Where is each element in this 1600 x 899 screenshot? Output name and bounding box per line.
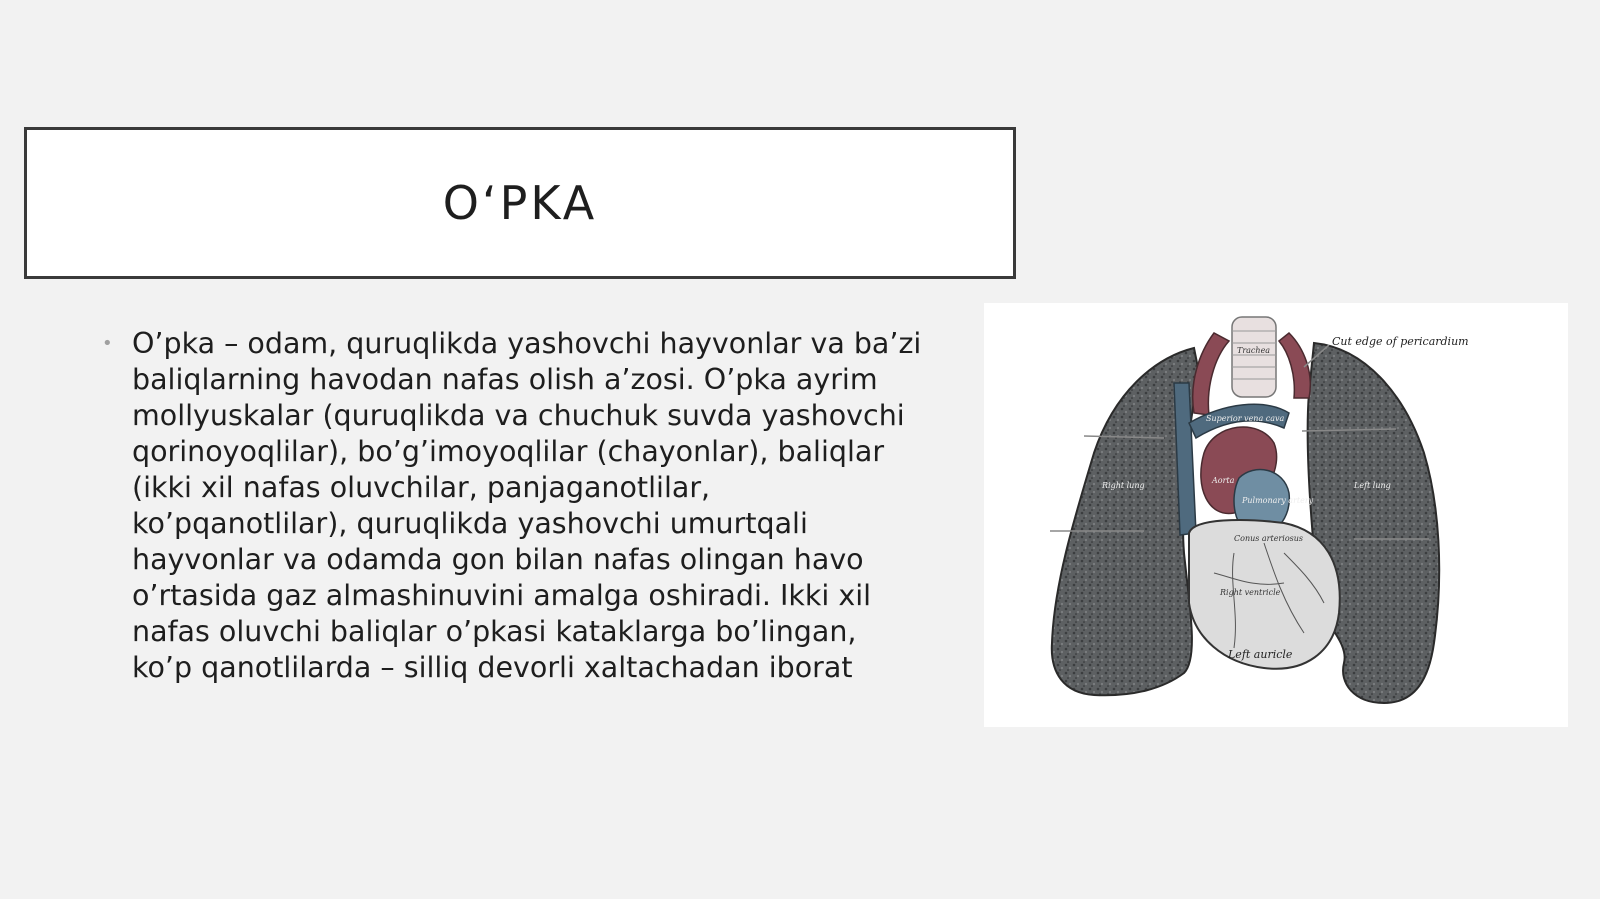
label-vena-cava: Superior vena cava [1206,414,1285,423]
left-lung-shape [1308,343,1440,703]
label-left-auricle: Left auricle [1228,648,1293,661]
label-pericardium: Cut edge of pericardium [1332,335,1469,348]
label-left-lung: Left lung [1354,481,1391,490]
bullet-icon: • [102,333,113,354]
label-right-lung: Right lung [1102,481,1145,490]
trachea-shape [1232,317,1276,397]
label-pulmonary-artery: Pulmonary artery [1242,496,1314,505]
lungs-heart-icon [984,303,1568,727]
label-trachea: Trachea [1237,346,1271,355]
label-aorta: Aorta [1212,476,1235,485]
lungs-heart-illustration [984,303,1568,727]
slide-title: O‘PKA [442,176,598,230]
title-box [24,127,1016,279]
label-right-ventricle: Right ventricle [1220,588,1281,597]
bullet-text: O’pka – odam, quruqlikda yashovchi hayvonlar va ba’zi baliqlarning havodan nafas olish a’zosi. O’pka ayrim mollyuskalar (quruqlikda va chuchuk suvda yashovchi qorinoyoqlilar), bo’g’imoyoqlilar (chayonlar), baliqlar (ikki xil nafas oluvchilar, panjaganotlilar, ko’pqanotlilar), quruqlikda yashovchi umurtqali hayvonlar va odamda gon bilan nafas olingan havo o’rtasida gaz almashinuvini amalga oshiradi. Ikki xil nafas oluvchi baliqlar o’pkasi kataklarga bo’lingan, ko’p qanotlilarda – silliq devorli xaltachadan iborat [132,327,922,684]
label-conus: Conus arteriosus [1234,534,1303,543]
bullet-item [102,326,922,686]
content-placeholder [102,326,922,686]
